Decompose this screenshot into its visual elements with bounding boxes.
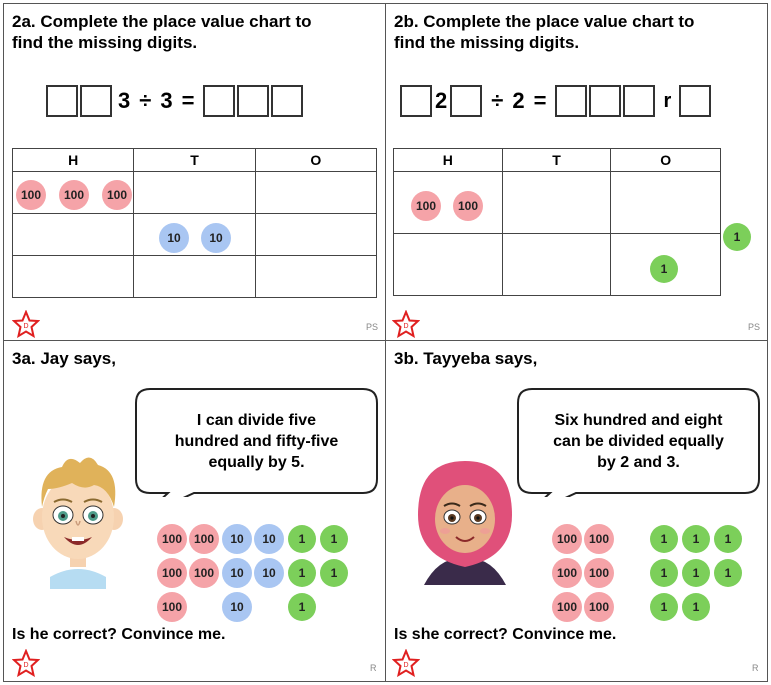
chart-cell[interactable] <box>394 172 503 234</box>
one-counter: 1 <box>320 525 348 553</box>
star-icon <box>392 649 420 677</box>
one-counter: 1 <box>682 559 710 587</box>
speech-line: I can divide five <box>196 412 317 429</box>
one-counter: 1 <box>714 525 742 553</box>
speech-line: can be divided equally <box>553 433 724 450</box>
hundred-counter: 100 <box>59 180 89 210</box>
hundred-counter: 100 <box>16 180 46 210</box>
one-counter: 1 <box>682 593 710 621</box>
star-label: D <box>403 323 409 330</box>
one-counter: 1 <box>650 593 678 621</box>
equals-sign: = <box>181 88 195 113</box>
chart-cell[interactable] <box>611 172 721 234</box>
star-label: D <box>23 323 29 330</box>
speech-text <box>144 410 369 473</box>
question-prompt: Is he correct? Convince me. <box>12 626 226 643</box>
panel-3a <box>3 340 386 682</box>
title-line-1: 2a. Complete the place value chart to <box>12 12 312 31</box>
header-ones: O <box>611 149 721 172</box>
one-counter: 1 <box>288 593 316 621</box>
one-counter-outside-chart: 1 <box>723 223 751 251</box>
chart-cell[interactable] <box>255 214 376 256</box>
header-hundreds: H <box>394 149 503 172</box>
chart-cell[interactable] <box>394 234 503 296</box>
ten-counter: 10 <box>254 558 284 588</box>
chart-cell[interactable] <box>134 214 255 256</box>
star-icon <box>392 310 420 338</box>
missing-digit-box[interactable] <box>400 85 432 117</box>
ten-counter: 10 <box>159 223 189 253</box>
equation-2a <box>46 85 303 117</box>
title-line-1: 2b. Complete the place value chart to <box>394 12 695 31</box>
answer-digit-box[interactable] <box>589 85 621 117</box>
question-code: R <box>752 663 759 673</box>
given-digit: 2 <box>435 88 448 113</box>
chart-cell[interactable] <box>255 256 376 298</box>
hundred-counter: 100 <box>102 180 132 210</box>
chart-cell[interactable] <box>13 256 134 298</box>
hundred-counter: 100 <box>453 191 483 221</box>
header-tens: T <box>134 149 255 172</box>
hundred-counter: 100 <box>189 524 219 554</box>
hundred-counter: 100 <box>189 558 219 588</box>
panel-2a <box>3 3 386 341</box>
panel-3b <box>385 340 768 682</box>
jay-boy-icon <box>28 449 128 589</box>
missing-digit-box[interactable] <box>46 85 78 117</box>
hundred-counter: 100 <box>584 558 614 588</box>
ten-counter: 10 <box>222 558 252 588</box>
star-label: D <box>23 662 29 669</box>
chart-cell[interactable] <box>502 234 611 296</box>
chart-cell[interactable] <box>255 172 376 214</box>
chart-cell[interactable] <box>134 256 255 298</box>
chart-cell[interactable] <box>134 172 255 214</box>
ten-counter: 10 <box>222 524 252 554</box>
chart-cell[interactable] <box>502 172 611 234</box>
remainder-box[interactable] <box>679 85 711 117</box>
star-label: D <box>403 662 409 669</box>
answer-digit-box[interactable] <box>237 85 269 117</box>
question-code: PS <box>748 322 761 332</box>
ten-counter: 10 <box>254 524 284 554</box>
one-counter: 1 <box>288 559 316 587</box>
equals-sign: = <box>533 88 547 113</box>
one-counter: 1 <box>288 525 316 553</box>
ten-counter: 10 <box>222 592 252 622</box>
missing-digit-box[interactable] <box>80 85 112 117</box>
ten-counter: 10 <box>201 223 231 253</box>
title-line-2: find the missing digits. <box>12 33 198 52</box>
hundred-counter: 100 <box>552 592 582 622</box>
answer-digit-box[interactable] <box>555 85 587 117</box>
star-icon <box>12 649 40 677</box>
divisor: 2 <box>512 88 525 113</box>
hundred-counter: 100 <box>411 191 441 221</box>
remainder-label: r <box>663 89 672 112</box>
speech-line: hundred and fifty-five <box>174 433 339 450</box>
question-code: PS <box>366 322 379 332</box>
one-counter: 1 <box>320 559 348 587</box>
answer-digit-box[interactable] <box>271 85 303 117</box>
title-line-2: find the missing digits. <box>394 33 580 52</box>
one-counter: 1 <box>714 559 742 587</box>
tayyeba-girl-icon <box>410 455 520 585</box>
answer-digit-box[interactable] <box>623 85 655 117</box>
place-value-chart-2a <box>12 148 377 298</box>
speech-line: by 2 and 3. <box>597 454 680 471</box>
question-code: R <box>370 663 377 673</box>
question-3a-title: 3a. Jay says, <box>12 349 116 368</box>
divide-sign: ÷ <box>139 88 152 113</box>
divide-sign: ÷ <box>491 88 504 113</box>
answer-digit-box[interactable] <box>203 85 235 117</box>
hundred-counter: 100 <box>157 524 187 554</box>
question-2a-title <box>12 11 311 53</box>
divisor: 3 <box>160 88 173 113</box>
header-hundreds: H <box>13 149 134 172</box>
speech-text <box>526 410 751 473</box>
hundred-counter: 100 <box>157 558 187 588</box>
chart-cell[interactable] <box>13 214 134 256</box>
hundred-counter: 100 <box>552 558 582 588</box>
given-digit: 3 <box>118 88 131 113</box>
question-3b-title: 3b. Tayyeba says, <box>394 349 538 368</box>
star-icon <box>12 310 40 338</box>
hundred-counter: 100 <box>157 592 187 622</box>
one-counter: 1 <box>650 525 678 553</box>
equation-2b <box>400 85 711 117</box>
question-2b-title <box>394 11 694 53</box>
header-tens: T <box>502 149 611 172</box>
speech-line: Six hundred and eight <box>554 412 723 429</box>
header-ones: O <box>255 149 376 172</box>
question-prompt: Is she correct? Convince me. <box>394 626 617 643</box>
hundred-counter: 100 <box>584 524 614 554</box>
one-counter: 1 <box>682 525 710 553</box>
panel-2b <box>385 3 768 341</box>
one-counter: 1 <box>650 255 678 283</box>
one-counter: 1 <box>650 559 678 587</box>
hundred-counter: 100 <box>584 592 614 622</box>
speech-line: equally by 5. <box>208 454 305 471</box>
hundred-counter: 100 <box>552 524 582 554</box>
missing-digit-box[interactable] <box>450 85 482 117</box>
